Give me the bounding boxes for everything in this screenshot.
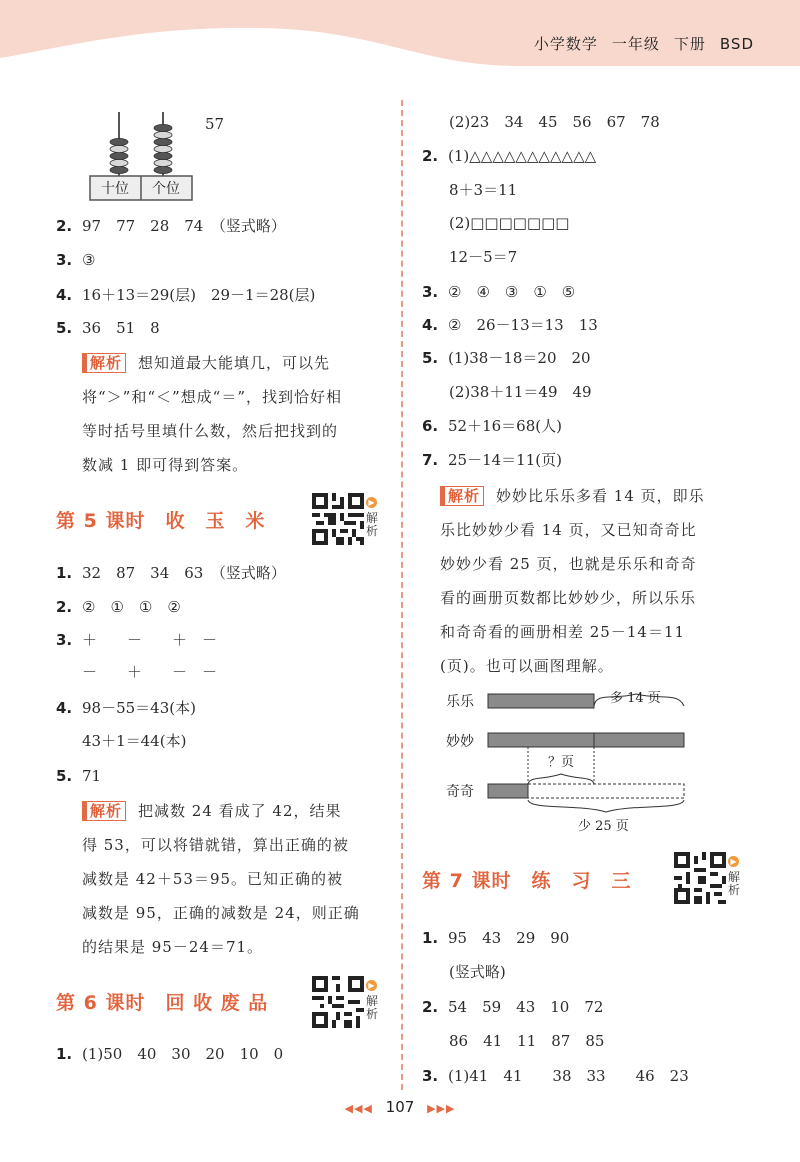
r2: 2. (1)△△△△△△△△△△△ <box>422 147 597 165</box>
r1b: (2)23 34 45 56 67 78 <box>449 113 660 131</box>
abacus-bead <box>154 124 172 131</box>
brace-less <box>528 800 684 812</box>
l5q2: 2. ② ① ① ② <box>56 598 181 616</box>
l5q3-row2: － ＋ － － <box>82 663 218 681</box>
qr-label: 解析 <box>366 511 379 538</box>
r5: 5. (1)38－18＝20 20 <box>422 349 591 367</box>
bar-qiqi <box>488 784 528 798</box>
analysis-block-1: 解析 想知道最大能填几，可以先 将“＞”和“＜”想成“＝”，找到恰好相 等时括号里填什么数，然后把找到的 数减 1 即可得到答案。 <box>82 354 343 474</box>
abacus-bead <box>154 138 172 145</box>
column-divider <box>401 100 403 1090</box>
header-subject: 小学数学 <box>533 35 598 53</box>
abacus-bead <box>110 145 128 152</box>
qr-label: 解析 <box>728 870 741 897</box>
r4: 4. ② 26－13＝13 13 <box>422 316 598 334</box>
abacus-bead <box>154 131 172 138</box>
play-icon: ▶ <box>366 980 377 991</box>
abacus-bead <box>110 152 128 159</box>
bar-miaomiao-extra <box>594 733 684 747</box>
label-unknown: ？页 <box>548 755 575 770</box>
l5q5: 5. 71 <box>56 767 102 785</box>
r6: 6. 52＋16＝68(人) <box>422 417 562 435</box>
qr-code-icon[interactable] <box>312 976 364 1028</box>
header-grade: 一年级 <box>611 35 660 53</box>
r2b: 8＋3＝11 <box>449 181 518 199</box>
ones-label: 个位 <box>152 181 180 197</box>
q2: 2. 97 77 28 74 （竖式略） <box>56 217 286 235</box>
l5q4-row2: 43＋1＝44(本) <box>82 732 187 750</box>
play-icon: ▶ <box>728 856 739 867</box>
abacus-value: 57 <box>205 115 225 133</box>
r2d: 12－5＝7 <box>449 248 518 266</box>
page-footer <box>0 1098 800 1116</box>
header-edition: BSD <box>719 35 754 53</box>
label-miaomiao: 妙妙 <box>446 734 474 750</box>
page-number: 107 <box>385 1098 415 1116</box>
label-less25: 少 25 页 <box>578 819 629 834</box>
label-more14: 多 14 页 <box>610 691 661 706</box>
bar-miaomiao-part <box>488 733 594 747</box>
q4: 4. 16＋13＝29(层) 29－1＝28(层) <box>56 286 316 304</box>
header-volume: 下册 <box>673 35 706 53</box>
lesson-6-title: 第 6 课时 回 收 废 品 <box>56 992 269 1014</box>
brace-unknown <box>528 774 594 784</box>
lesson-7-title: 第 7 课时 练 习 三 <box>422 870 632 892</box>
prev-arrows-icon: ◀◀◀ <box>344 1102 373 1115</box>
abacus-bead <box>154 166 172 173</box>
qr-code-icon[interactable] <box>312 493 364 545</box>
lesson-5-title: 第 5 课时 收 玉 米 <box>56 510 266 532</box>
l5q4: 4. 98－55＝43(本) <box>56 699 196 717</box>
analysis-badge: 解析 <box>82 801 126 821</box>
analysis-block-3: 解析 妙妙比乐乐多看 14 页，即乐 乐比妙妙少看 14 页，又已知奇奇比 妙妙少看 25 页，也就是乐乐和奇奇 看的画册页数都比妙妙少，所以乐乐 和奇奇看的画册相差 25－14＝11 (页)。也可以画图理解。 <box>440 487 705 675</box>
q5: 5. 36 51 8 <box>56 319 160 337</box>
l7q3: 3. (1)41 41 38 33 46 23 <box>422 1067 689 1085</box>
r3: 3. ② ④ ③ ① ⑤ <box>422 283 576 301</box>
r2c: (2)□□□□□□□ <box>449 214 570 232</box>
abacus-bead <box>154 159 172 166</box>
q3: 3. ③ <box>56 251 96 269</box>
l6q1: 1. (1)50 40 30 20 10 0 <box>56 1045 284 1063</box>
r5b: (2)38＋11＝49 49 <box>449 383 592 401</box>
bar-qiqi-missing <box>528 784 684 798</box>
play-icon: ▶ <box>366 497 377 508</box>
tens-label: 十位 <box>101 181 129 197</box>
qr-label: 解析 <box>366 994 379 1021</box>
label-qiqi: 奇奇 <box>446 784 474 800</box>
next-arrows-icon: ▶▶▶ <box>427 1102 456 1115</box>
bar-diagram <box>440 684 700 834</box>
abacus-bead <box>154 145 172 152</box>
abacus-bead <box>110 138 128 145</box>
r7: 7. 25－14＝11(页) <box>422 451 562 469</box>
l5q3: 3. ＋ － ＋ － <box>56 631 218 649</box>
analysis-block-2: 解析 把减数 24 看成了 42，结果 得 53，可以将错就错，算出正确的被 减数是 42＋53＝95。已知正确的被 减数是 95，正确的减数是 24，则正确 的结果是 95－24＝71。 <box>82 802 360 956</box>
bar-lele <box>488 694 594 708</box>
analysis-badge: 解析 <box>82 353 126 373</box>
l7q2: 2. 54 59 43 10 72 <box>422 998 604 1016</box>
qr-code-icon[interactable] <box>674 852 726 904</box>
abacus-bead <box>154 152 172 159</box>
l7q1b: (竖式略) <box>449 963 506 981</box>
l5q1: 1. 32 87 34 63 （竖式略） <box>56 564 286 582</box>
analysis-badge: 解析 <box>440 486 484 506</box>
running-header <box>520 33 754 54</box>
abacus-bead <box>110 166 128 173</box>
l7q2b: 86 41 11 87 85 <box>449 1032 605 1050</box>
abacus-figure <box>86 110 196 202</box>
l7q1: 1. 95 43 29 90 <box>422 929 570 947</box>
abacus-bead <box>110 159 128 166</box>
label-lele: 乐乐 <box>446 694 474 710</box>
